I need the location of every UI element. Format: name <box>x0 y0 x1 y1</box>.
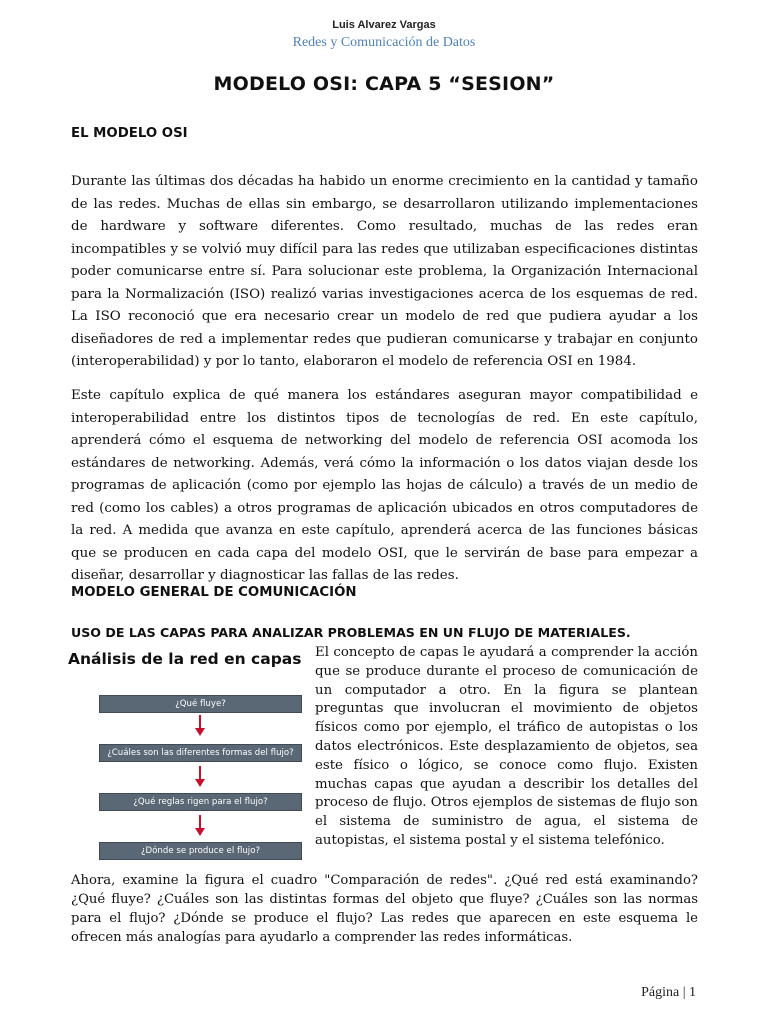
down-arrow-icon <box>194 815 206 837</box>
page-number: Página | 1 <box>641 985 696 1000</box>
subsection-heading-uso-capas: USO DE LAS CAPAS PARA ANALIZAR PROBLEMAS EN UN FLUJO DE MATERIALES. <box>71 625 631 640</box>
page-title: MODELO OSI: CAPA 5 “SESION” <box>213 73 555 95</box>
down-arrow-icon <box>194 766 206 788</box>
figure-box-reglas-flujo: ¿Qué reglas rigen para el flujo? <box>99 793 302 811</box>
down-arrow-icon <box>194 715 206 737</box>
header-subtitle: Redes y Comunicación de Datos <box>292 35 476 50</box>
paragraph-concepto-capas: El concepto de capas le ayudará a comprender la acción que se produce durante el proceso de comunicación de un computador a otro. En la figura se plantean preguntas que involucran el movimiento de objetos físicos como por ejemplo, el tráfico de autopistas o los datos electrónicos. Este desplazamiento de objetos, sea este físico o lógico, se conoce como flujo. Existen muchas capas que ayudan a describir los detalles del proceso de flujo. Otros ejemplos de sistemas de flujo son el sistema de suministro de agua, el sistema de autopistas, el sistema postal y el sistema telefónico. <box>315 645 698 848</box>
figure-title: Análisis de la red en capas <box>68 650 302 668</box>
section-heading-modelo-osi: EL MODELO OSI <box>71 126 188 141</box>
figure-box-que-fluye: ¿Qué fluye? <box>99 695 302 713</box>
figure-box-donde-flujo: ¿Dónde se produce el flujo? <box>99 842 302 860</box>
figure-box-formas-flujo: ¿Cuáles son las diferentes formas del flujo? <box>99 744 302 762</box>
paragraph-ahora: Ahora, examine la figura el cuadro "Comparación de redes". ¿Qué red está examinando? ¿Qué fluye? ¿Cuáles son las distintas formas del objeto que fluye? ¿Cuáles son las normas para el flujo? ¿Dónde se produce el flujo? Las redes que aparecen en este esquema le ofrecen más analogías para ayudarlo a comprender las redes informáticas. <box>71 873 698 945</box>
header-author: Luis Alvarez Vargas <box>332 19 436 31</box>
layered-analysis-figure <box>66 650 306 865</box>
section-heading-modelo-general: MODELO GENERAL DE COMUNICACIÓN <box>71 585 357 600</box>
paragraph-modelo-osi-2: Este capítulo explica de qué manera los estándares aseguran mayor compatibilidad e interoperabilidad entre los distintos tipos de tecnologías de red. En este capítulo, aprenderá cómo el esquema de networking del modelo de referencia OSI acomoda los estándares de networking. Además, verá cómo la información o los datos viajan desde los programas de aplicación (como por ejemplo las hojas de cálculo) a través de un medio de red (como los cables) a otros programas de aplicación ubicados en otros computadores de la red. A medida que avanza en este capítulo, aprenderá acerca de las funciones básicas que se producen en cada capa del modelo OSI, que le servirán de base para empezar a diseñar, desarrollar y diagnosticar las fallas de las redes. <box>71 388 698 583</box>
paragraph-modelo-osi-1: Durante las últimas dos décadas ha habido un enorme crecimiento en la cantidad y tamaño de las redes. Muchas de ellas sin embargo, se desarrollaron utilizando implementaciones de hardware y software diferentes. Como resultado, muchas de las redes eran incompatibles y se volvió muy difícil para las redes que utilizaban especificaciones distintas poder comunicarse entre sí. Para solucionar este problema, la Organización Internacional para la Normalización (ISO) realizó varias investigaciones acerca de los esquemas de red. La ISO reconoció que era necesario crear un modelo de red que pudiera ayudar a los diseñadores de red a implementar redes que pudieran comunicarse y trabajar en conjunto (interoperabilidad) y por lo tanto, elaboraron el modelo de referencia OSI en 1984. <box>71 174 698 369</box>
